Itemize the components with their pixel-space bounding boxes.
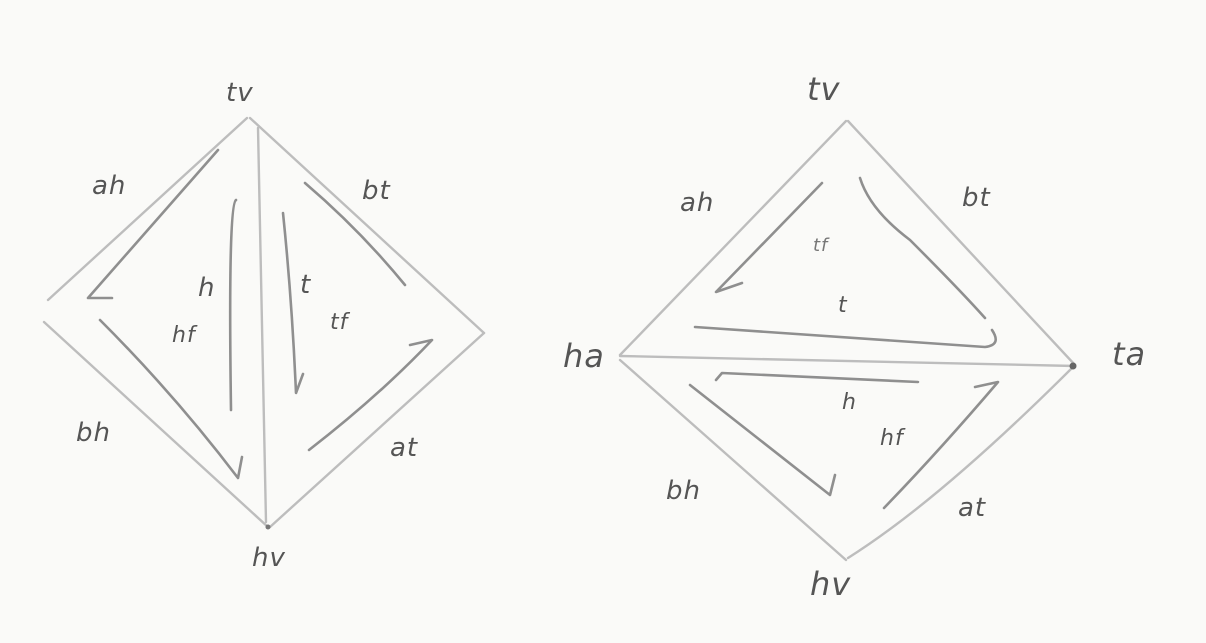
right-vertex-bottom-label: hv (810, 565, 852, 603)
left-edge-upper-right-label: bt (362, 176, 391, 206)
left-vertex-top-label: tv (226, 78, 254, 108)
left-edge-lower-right-label: at (390, 433, 419, 463)
right-face-h-label: h (842, 390, 857, 415)
left-edge-upper-left-label: ah (92, 171, 127, 201)
right-arrow-h (716, 373, 918, 382)
left-vertex-hv-dot (266, 525, 271, 530)
left-edge-lower-left-label: bh (76, 418, 111, 448)
right-face-hf-label: hf (880, 426, 904, 451)
right-face-t-label: t (838, 293, 848, 318)
right-face-tf-label: tf (813, 235, 829, 256)
left-arrow-t (283, 213, 303, 393)
left-face-h-label: h (198, 273, 216, 303)
right-vertex-top-label: tv (807, 70, 841, 108)
left-diamond-edge-lower-right (270, 333, 484, 527)
right-edge-upper-left-label: ah (680, 188, 715, 218)
right-edge-lower-left-label: bh (666, 476, 701, 506)
left-vertex-bottom-label: hv (252, 543, 286, 573)
left-diamond-edge-upper-left (48, 118, 247, 303)
right-edge-upper-right-label: bt (962, 183, 991, 213)
left-diamond-middle-diagonal (258, 128, 266, 522)
right-diamond-edge-lower-right (848, 365, 1075, 558)
right-diamond-edge-upper-right (848, 121, 1075, 365)
right-diamond-horizontal (620, 356, 1075, 366)
right-vertex-ta-dot (1070, 363, 1077, 370)
left-arrow-h (230, 200, 236, 410)
left-face-hf-label: hf (172, 323, 196, 348)
right-vertex-right-label: ta (1112, 335, 1147, 373)
left-face-tf-label: tf (330, 310, 349, 335)
right-vertex-left-label: ha (563, 337, 605, 375)
left-arrow-bh (100, 320, 242, 478)
right-diamond-edge-lower-left (620, 360, 846, 560)
left-face-t-label: t (300, 270, 312, 300)
right-arrow-t (695, 327, 996, 347)
right-edge-lower-right-label: at (958, 493, 987, 523)
